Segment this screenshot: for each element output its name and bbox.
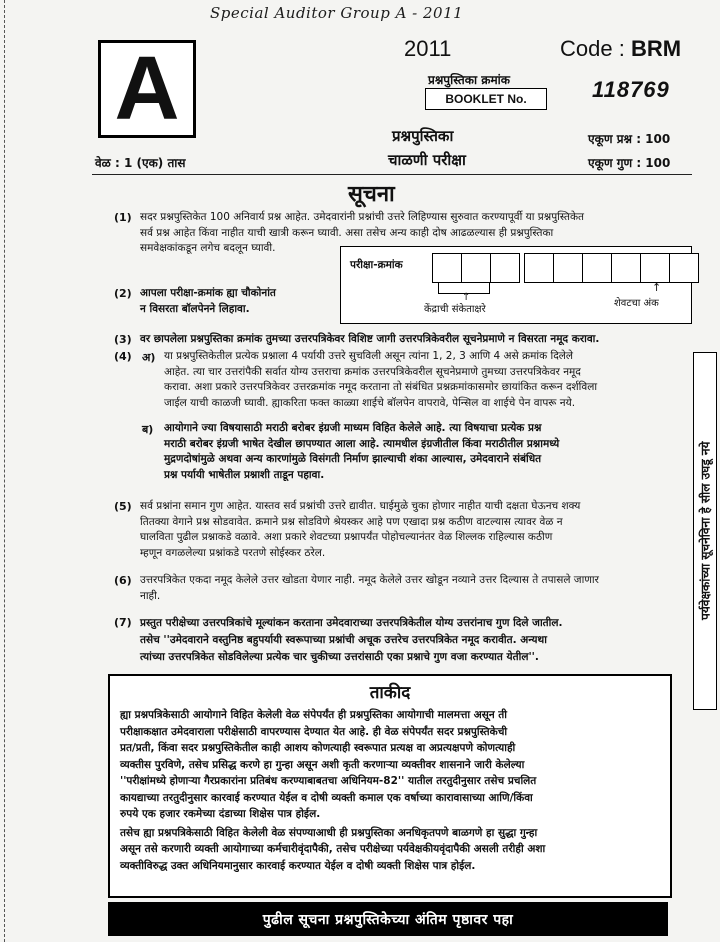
text-line: तितक्या वेगाने प्रश्न सोडवावेत. क्रमाने प्रश्न सोडविणे श्रेयस्कर आहे पण एखादा प्रश्न कठीण वाटल्यास त्यावर वेळ न (140, 515, 563, 528)
instruction-4a (164, 349, 688, 411)
arrow-up-icon: ↑ (652, 281, 662, 294)
booklet-number: 118769 (592, 77, 670, 102)
text-line: सर्व प्रश्नांना समान गुण आहेत. यास्तव सर्व प्रश्नांची उत्तरे द्यावीत. घाईमुळे चुका होणार नाहीत याची दक्षता घेऊनच शक्य (140, 500, 581, 512)
sub-item-marker: अ) (142, 351, 156, 364)
text-line: सदर प्रश्नपुस्तिकेत 100 अनिवार्य प्रश्न आहेत. उमेदवारांनी प्रश्नांची उत्तरे लिहिण्यास सुरुवात करण्यापूर्वी या प्रश्नपुस्तिकेत (140, 211, 585, 223)
total-marks: एकूण गुण : 100 (588, 156, 671, 170)
last-digit-label: शेवटचा अंक (614, 298, 659, 309)
roll-cell[interactable] (611, 253, 641, 283)
text-line: उत्तरपत्रिकेत एकदा नमूद केलेले उत्तर खोडता येणार नाही. नमूद केलेले उत्तर खोडून नव्याने उत्तर दिल्यास ते तपासले जाणार (140, 574, 599, 586)
total-questions: एकूण प्रश्न : 100 (588, 132, 671, 146)
scan-edge (4, 0, 6, 942)
divider (92, 174, 692, 175)
item-number: (2) (114, 287, 132, 300)
grade-letter: A (98, 40, 196, 138)
instruction-3 (140, 332, 690, 348)
text-line: व्यक्तीस पुरविणे, तसेच प्रसिद्ध करणे हा गुन्हा असून अशी कृती करणाऱ्या व्यक्तीवर शासनाने जारी केलेल्या (120, 758, 525, 771)
text-line: करावा. अशा प्रकारे उत्तरपत्रिकेवर उत्तरक्रमांक नमूद करताना तो संबंधित प्रश्नक्रमांकासमोर छायांकित करून दर्शविला (164, 381, 598, 393)
instruction-4b (164, 421, 688, 483)
text-line: प्रस्तुत परीक्षेच्या उत्तरपत्रिकांचे मूल्यांकन करताना उमेदवाराच्या उत्तरपत्रिकेतील योग्य उत्तरांनाच गुण दिले जातील. (140, 617, 563, 629)
text-line: ह्या प्रश्नपत्रिकेसाठी आयोगाने विहित केलेली वेळ संपेपर्यंत ही प्रश्नपुस्तिका आयोगाची मालमत्ता असून ती (120, 709, 508, 721)
item-number: (1) (114, 211, 132, 224)
instruction-6 (140, 573, 690, 604)
roll-cell[interactable] (490, 253, 520, 283)
sub-item-marker: ब) (142, 423, 154, 436)
text-line: मुद्रणदोषांमुळे अथवा अन्य कारणांमुळे विसंगती निर्माण झाल्याची शंका आल्यास, उमेदवाराने संबंधित (164, 453, 542, 465)
center-code-label: केंद्राची संकेताक्षरे (424, 304, 486, 315)
seal-note: पर्यवेक्षकांच्या सूचनेविना हे सील उघडू नये (693, 352, 717, 710)
footer-banner: पुढील सूचना प्रश्नपुस्तिकेच्या अंतिम पृष्ठावर पहा (108, 902, 668, 936)
item-number: (5) (114, 500, 132, 513)
roll-cell[interactable] (553, 253, 583, 283)
booklet-label-marathi: प्रश्नपुस्तिका क्रमांक (428, 73, 510, 87)
warning-title: ताकीद (369, 683, 411, 703)
exam-year: 2011 (404, 36, 452, 61)
text-line: तसेच ह्या प्रश्नपत्रिकेसाठी विहित केलेली वेळ संपण्याआधी ही प्रश्नपुस्तिका अनधिकृतपणे बाळगणे हा सुद्धा गुन्हा (120, 826, 538, 839)
time-allowed: वेळ : 1 (एक) तास (95, 156, 186, 170)
booklet-label-english: BOOKLET No. (425, 88, 547, 110)
arrow-up-icon: ↑ (462, 292, 471, 303)
instruction-2 (140, 286, 340, 317)
roll-number-label: परीक्षा-क्रमांक (350, 259, 403, 271)
roll-cell[interactable] (432, 253, 462, 283)
text-line: समवेक्षकांकडून लगेच बदलून घ्यावी. (140, 242, 276, 254)
code-label: Code : (560, 36, 625, 61)
text-line: या प्रश्नपुस्तिकेतील प्रत्येक प्रश्नाला 4 पर्यायी उत्तरे सुचविली असून त्यांना 1, 2, 3 आणि 4 असे क्रमांक दिलेले (164, 350, 574, 362)
text-line: त्यांच्या उत्तरपत्रिकेत सोडविलेल्या प्रत्येक चार चुकीच्या उत्तरांसाठी एका प्रश्नाचे गुण वजा करण्यात येतील''. (140, 651, 539, 663)
text-line: तसेच ''उमेदवाराने वस्तुनिष्ठ बहुपर्यायी स्वरूपाच्या प्रश्नांची अचूक उत्तरेच उत्तरपत्रिकेत नमूद करावीत. अन्यथा (140, 634, 547, 646)
roll-cell[interactable] (669, 253, 699, 283)
item-number: (4) (114, 350, 132, 363)
text-line: असून तसे करणारी व्यक्ती आयोगाच्या कर्मचारीवृंदापैकी, तसेच परीक्षेच्या पर्यवेक्षकीयवृंदापैकी असली तरीही अशा (120, 843, 546, 855)
text-line: घालविता पुढील प्रश्नाकडे वळावे. अशा प्रकारे शेवटच्या प्रश्नापर्यंत पोहोचल्यानंतर वेळ शिल्लक राहिल्यास कठीण (140, 531, 553, 543)
item-number: (7) (114, 616, 132, 629)
text-line: प्रत/प्रती, किंवा सदर प्रश्नपुस्तिकेतील काही आशय कोणत्याही स्वरूपात प्रत्यक्ष वा अप्रत्यक्षपणे कोणत्याही (120, 742, 516, 754)
booklet-code (560, 36, 681, 62)
text-line: वर छापलेला प्रश्नपुस्तिका क्रमांक तुमच्या उत्तरपत्रिकेवर विशिष्ट जागी उत्तरपत्रिकेवरील सूचनेप्रमाणे न विसरता नमूद करावा. (140, 333, 600, 345)
text-line: व्यक्तीविरुद्ध उक्त अधिनियमानुसार कारवाई करण्यात येईल व दोषी व्यक्ती शिक्षेस पात्र होईल. (120, 859, 476, 872)
text-line: परीक्षाकक्षात उमेदवाराला परीक्षेसाठी वापरण्यास देण्यात येत आहे. ही वेळ संपेपर्यंत सदर प्रश्नपुस्तिकेची (120, 725, 508, 738)
text-line: म्हणून वगळलेल्या प्रश्नांकडे परतणे सोईस्कर ठरेल. (140, 546, 326, 559)
text-line: प्रश्न पर्यायी भाषेतील प्रश्नाशी ताडून पहावा. (164, 468, 325, 481)
title-booklet: प्रश्नपुस्तिका (392, 127, 454, 145)
handwritten-note: Special Auditor Group A - 2011 (210, 4, 464, 22)
text-line: आयोगाने ज्या विषयासाठी मराठी बरोबर इंग्रजी माध्यम विहित केलेले आहे. त्या विषयाचा प्रत्येक प्रश्न (164, 422, 542, 434)
instruction-5 (140, 499, 690, 561)
text-line: कायद्याच्या तरतुदीनुसार कारवाई करण्यात येईल व दोषी व्यक्ती कमाल एक वर्षाच्या कारावासाच्या आणि/किंवा (120, 791, 533, 804)
code-value: BRM (630, 36, 682, 61)
text-line: आपला परीक्षा-क्रमांक ह्या चौकोनांत (140, 287, 276, 299)
text-line: न विसरता बॉलपेनने लिहावा. (140, 302, 250, 315)
text-line: नाही. (140, 589, 161, 602)
text-line: सर्व प्रश्न आहेत किंवा नाहीत याची खात्री करून घ्यावी. असा तसेच अन्य काही दोष आढळल्यास ही प्रश्नपुस्तिका (140, 226, 554, 239)
item-number: (3) (114, 333, 132, 346)
roll-cell[interactable] (582, 253, 612, 283)
instruction-7 (140, 615, 690, 666)
roll-cell[interactable] (640, 253, 670, 283)
item-number: (6) (114, 574, 132, 587)
roll-number-cells[interactable] (433, 253, 699, 281)
warning-paragraph-1 (110, 703, 670, 823)
roll-cell[interactable] (524, 253, 554, 283)
text-line: आहेत. त्या चार उत्तरांपैकी सर्वात योग्य उत्तराचा क्रमांक उत्तरपत्रिकेवरील सूचनेप्रमाणे तुमच्या उत्तरपत्रिकेवर नमूद (164, 365, 581, 378)
text-line: ''परीक्षांमध्ये होणाऱ्या गैरप्रकारांना प्रतिबंध करण्याबाबतचा अधिनियम-82'' यातील तरतुदीनुसार तसेच प्रचलित (120, 775, 537, 787)
roll-cell[interactable] (461, 253, 491, 283)
title-screening-exam: चाळणी परीक्षा (388, 151, 466, 169)
text-line: मराठी बरोबर इंग्रजी भाषेत देखील छापण्यात आला आहे. त्यामधील इंग्रजीतील किंवा मराठीतील प्रश्नामध्ये (164, 437, 560, 450)
text-line: रुपये एक हजार रकमेच्या दंडाच्या शिक्षेस पात्र होईल. (120, 808, 321, 820)
text-line: जाईल याची काळजी घ्यावी. ह्याकरिता फक्त काळ्या शाईचे बॉलपेन वापरावे, पेन्सिल वा शाईचे पेन वापरू नये. (164, 396, 576, 409)
warning-paragraph-2 (110, 823, 670, 875)
instructions-heading: सूचना (348, 182, 395, 207)
warning-box (108, 674, 672, 898)
